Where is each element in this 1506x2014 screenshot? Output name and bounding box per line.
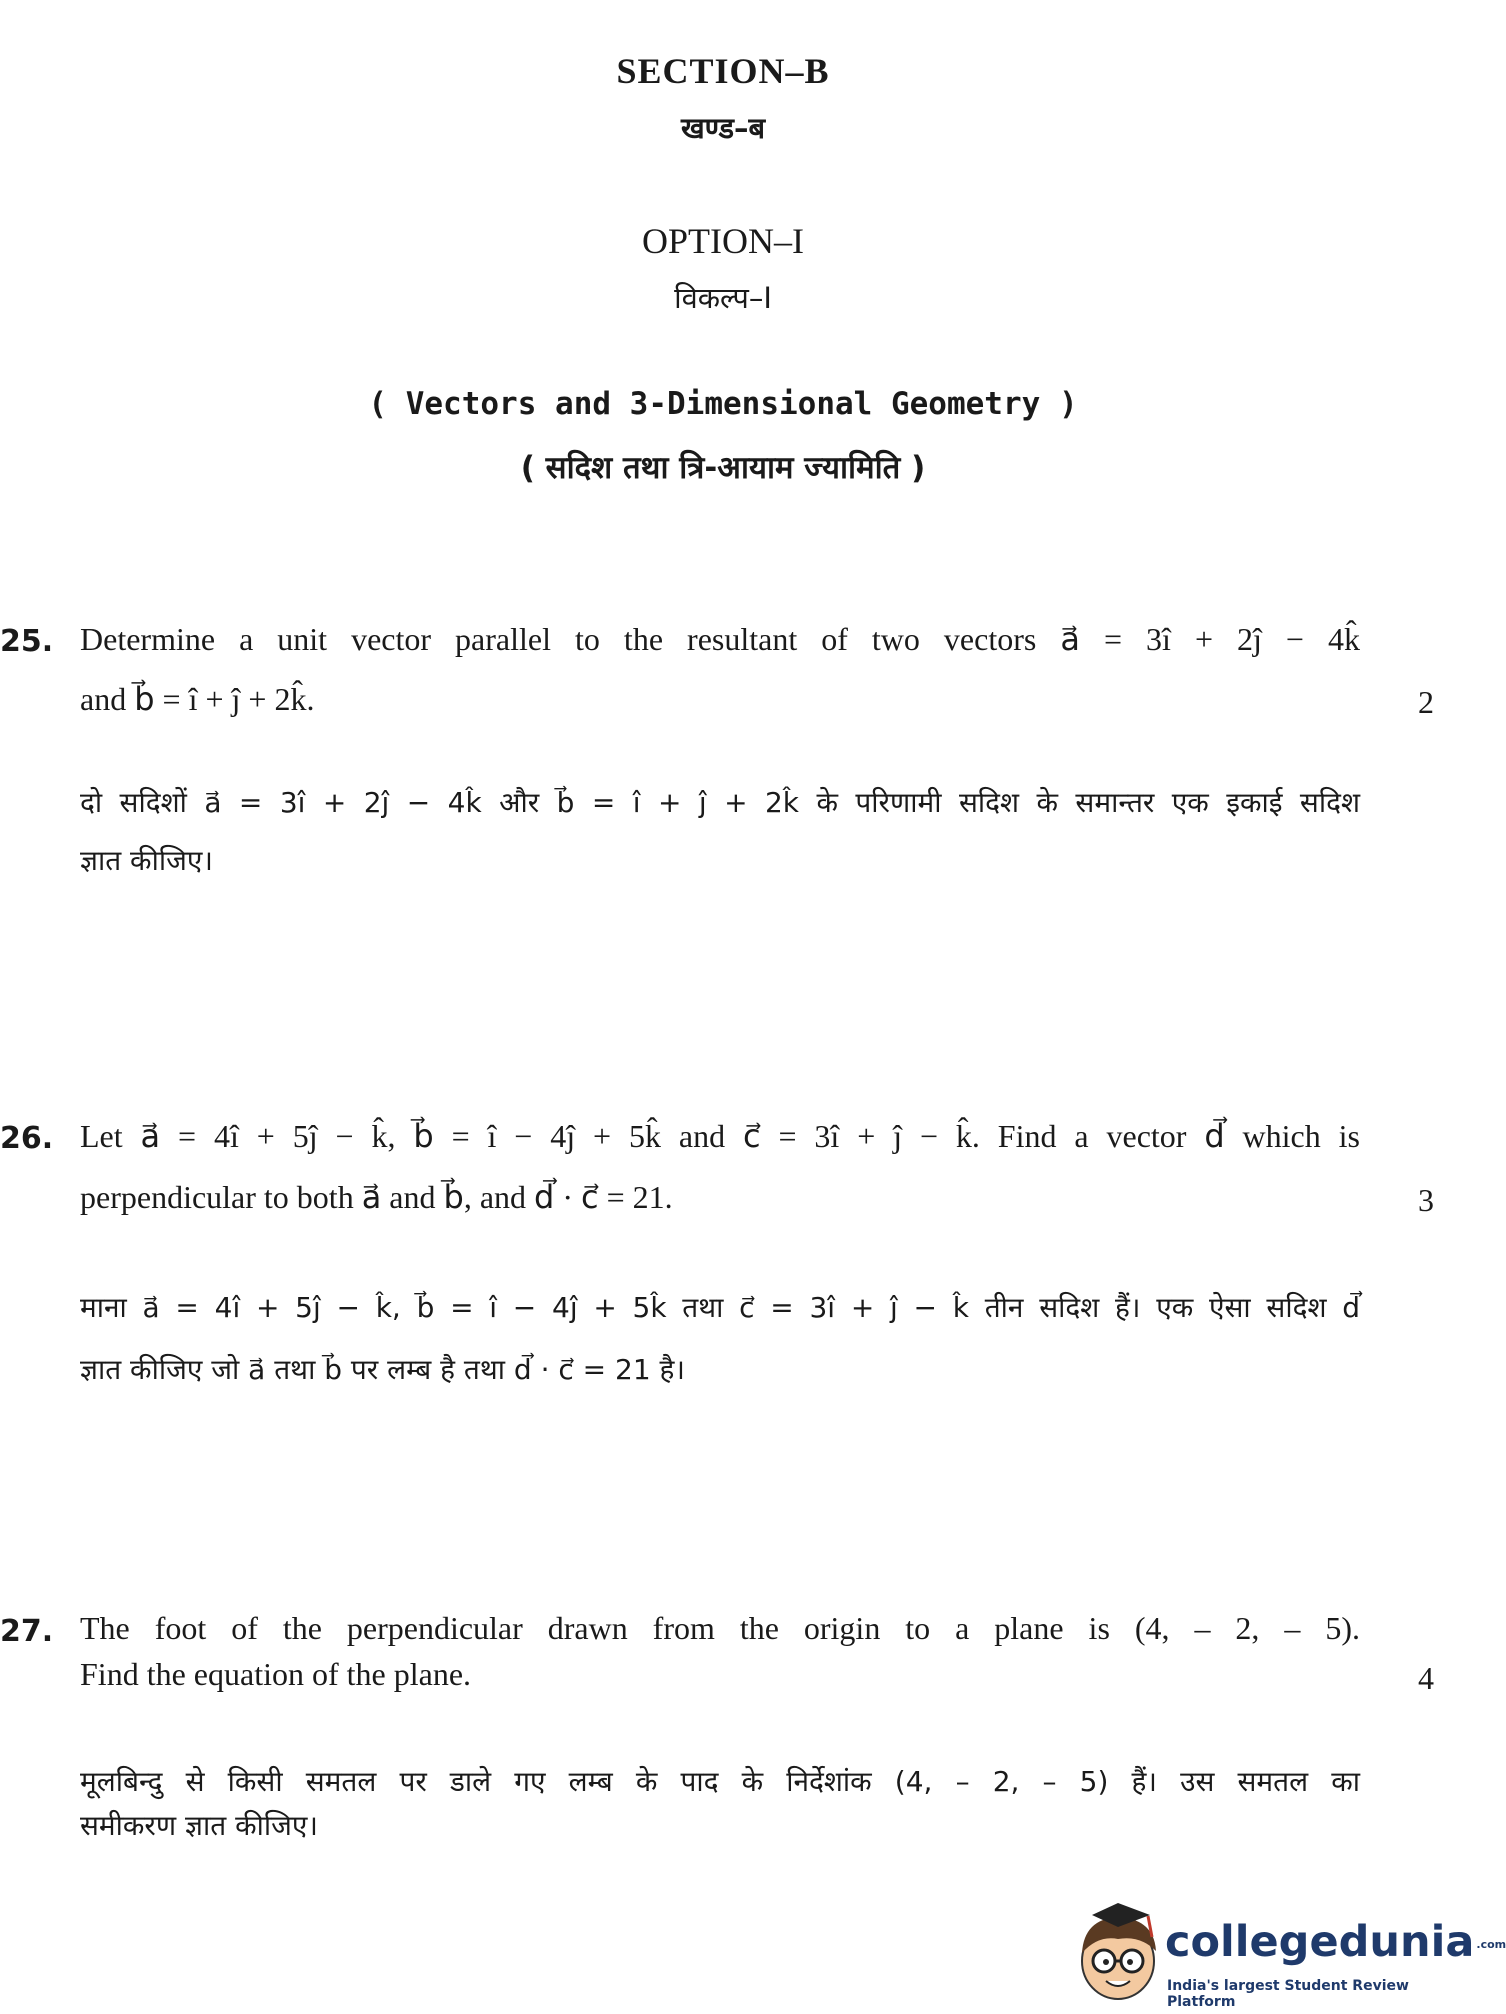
logo-tagline: India's largest Student Review Platform: [1167, 1978, 1409, 2010]
question-text-line: Determine a unit vector parallel to the resultant of two vectors a⃗ = 3î + 2ĵ − 4k̂: [80, 621, 1360, 657]
question-marks: 3: [1418, 1182, 1434, 1218]
logo-name: collegedunia .com: [1165, 1917, 1506, 1967]
option-title-hindi: विकल्प–I: [674, 281, 772, 315]
section-title: SECTION–B: [616, 51, 830, 91]
question-text-hindi-line: समीकरण ज्ञात कीजिए।: [80, 1809, 318, 1842]
question-text-hindi-line: मूलबिन्दु से किसी समतल पर डाले गए लम्ब के पाद के निर्देशांक (4, – 2, – 5) हैं। उस समतल का: [80, 1765, 1360, 1798]
topic-title: ( Vectors and 3-Dimensional Geometry ): [368, 386, 1078, 422]
question-number: 27.: [0, 1614, 54, 1649]
question-text-line: and b⃗ = î + ĵ + 2k̂.: [80, 681, 315, 717]
question-text-hindi-line: माना a⃗ = 4î + 5ĵ − k̂, b⃗ = î − 4ĵ + 5k̂ तथा c⃗ = 3î + ĵ − k̂ तीन सदिश हैं। एक ऐसा सदिश d⃗: [80, 1291, 1360, 1324]
question-marks: 4: [1418, 1660, 1434, 1696]
section-title-hindi: खण्ड–ब: [680, 111, 766, 145]
question-number: 25.: [0, 624, 54, 659]
logo-suffix: .com: [1476, 1938, 1506, 1951]
question-marks: 2: [1418, 684, 1434, 720]
question-text-line: perpendicular to both a⃗ and b⃗, and d⃗ · c⃗ = 21.: [80, 1179, 673, 1215]
question-number: 26.: [0, 1121, 54, 1156]
question-text-hindi-line: ज्ञात कीजिए जो a⃗ तथा b⃗ पर लम्ब है तथा d⃗ · c⃗ = 21 है।: [80, 1353, 686, 1386]
question-text-line: Let a⃗ = 4î + 5ĵ − k̂, b⃗ = î − 4ĵ + 5k̂ and c⃗ = 3î + ĵ − k̂. Find a vector d⃗ which is: [80, 1118, 1360, 1154]
question-text-line: The foot of the perpendicular drawn from the origin to a plane is (4, – 2, – 5).: [80, 1610, 1360, 1646]
question-text-hindi-line: दो सदिशों a⃗ = 3î + 2ĵ − 4k̂ और b⃗ = î + ĵ + 2k̂ के परिणामी सदिश के समान्तर एक इकाई सदिश: [80, 786, 1360, 819]
question-text-hindi-line: ज्ञात कीजिए।: [80, 844, 213, 877]
option-title: OPTION–I: [642, 221, 804, 261]
topic-title-hindi: ( सदिश तथा त्रि-आयाम ज्यामिति ): [520, 450, 926, 486]
question-text-line: Find the equation of the plane.: [80, 1656, 472, 1692]
